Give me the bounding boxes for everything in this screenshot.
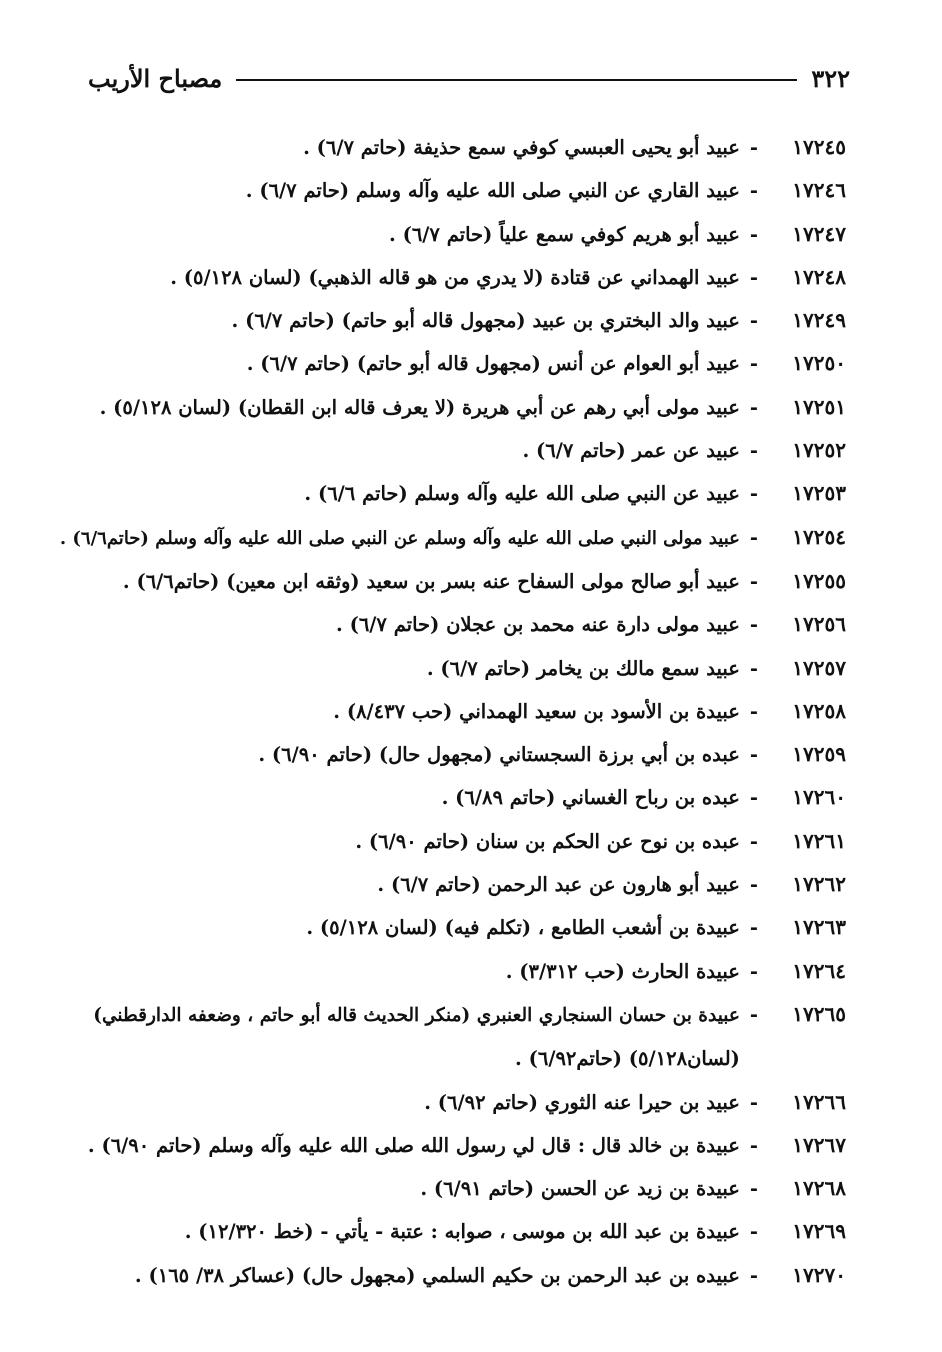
- list-item: ١٧٢٥٧ - عبيد سمع مالك بن يخامر (حاتم ٦/٧) .: [86, 647, 846, 690]
- list-item: ١٧٢٦٣ - عبيدة بن أشعب الطامع ، (تكلم فيه) (لسان ٥/١٢٨) .: [86, 906, 846, 949]
- entry-list: [59, 126, 846, 1297]
- list-item: ١٧٢٥٨ - عبيدة بن الأسود بن سعيد الهمداني (حب ٨/٤٣٧) .: [86, 690, 846, 733]
- entry-number: ١٧٢٦٦: [792, 1089, 846, 1114]
- list-item: ١٧٢٥٦ - عبيد مولى دارة عنه محمد بن عجلان (حاتم ٦/٧) .: [86, 603, 846, 646]
- entry-number: ١٧٢٤٧: [792, 221, 846, 246]
- entry-number: ١٧٢٥٣: [792, 481, 846, 506]
- entry-number: ١٧٢٥٧: [792, 655, 846, 680]
- entry-text: عبيد مولى النبي صلى الله عليه وآله وسلم عن النبي صلى الله عليه وآله وسلم (حاتم٦/٦) .: [59, 527, 740, 549]
- entry-number: ١٧٢٦١: [792, 828, 846, 853]
- list-item: ١٧٢٥٥ - عبيد أبو صالح مولى السفاح عنه بسر بن سعيد (وثقه ابن معين) (حاتم٦/٦) .: [86, 560, 846, 603]
- entry-text: عبده بن نوح عن الحكم بن سنان (حاتم ٦/٩٠) .: [355, 829, 740, 853]
- list-item: ١٧٢٥٩ - عبده بن أبي برزة السجستاني (مجهول حال) (حاتم ٦/٩٠) .: [86, 733, 846, 776]
- entry-text: عبيدة بن أشعب الطامع ، (تكلم فيه) (لسان ٥/١٢٨) .: [306, 916, 740, 940]
- list-item: ١٧٢٦٦ - عبيد بن حيرا عنه الثوري (حاتم ٦/٩٢) .: [86, 1081, 846, 1124]
- entry-continuation: (لسان٥/١٢٨) (حاتم٦/٩٢) .: [515, 1047, 740, 1071]
- entry-text: عبيد مولى دارة عنه محمد بن عجلان (حاتم ٦/٧) .: [336, 613, 740, 637]
- entry-text: عبيد عن النبي صلى الله عليه وآله وسلم (حاتم ٦/٦) .: [304, 482, 740, 506]
- list-item: ١٧٢٤٦ - عبيد القاري عن النبي صلى الله عليه وآله وسلم (حاتم ٦/٧) .: [86, 169, 846, 212]
- entry-text: عبيد أبو صالح مولى السفاح عنه بسر بن سعيد (وثقه ابن معين) (حاتم٦/٦) .: [122, 569, 740, 593]
- list-item: ١٧٢٥٤ - عبيد مولى النبي صلى الله عليه وآله وسلم عن النبي صلى الله عليه وآله وسلم (حاتم٦/٦) .: [86, 516, 846, 560]
- entry-text: عبيد بن حيرا عنه الثوري (حاتم ٦/٩٢) .: [424, 1090, 740, 1114]
- list-item: ١٧٢٧٠ - عبيده بن عبد الرحمن بن حكيم السلمي (مجهول حال) (عساكر ٣٨/ ١٦٥) .: [86, 1254, 846, 1297]
- entry-text: عبيد أبو هريم كوفي سمع علياً (حاتم ٦/٧) .: [389, 222, 740, 246]
- book-title: مصباح الأريب: [88, 63, 223, 93]
- list-item: ١٧٢٤٥ - عبيد أبو يحيى العبسي كوفي سمع حذيفة (حاتم ٦/٧) .: [86, 126, 846, 169]
- entry-number: ١٧٢٥٦: [792, 612, 846, 637]
- entry-number: ١٧٢٦٥: [792, 1001, 846, 1026]
- entry-number: ١٧٢٤٦: [792, 178, 846, 203]
- list-item: ١٧٢٥٢ - عبيد عن عمر (حاتم ٦/٧) .: [86, 429, 846, 472]
- list-item: ١٧٢٥٣ - عبيد عن النبي صلى الله عليه وآله وسلم (حاتم ٦/٦) .: [86, 472, 846, 515]
- entry-text: عبيدة الحارث (حب ٣/٣١٢) .: [505, 959, 740, 983]
- entry-number: ١٧٢٤٥: [792, 135, 846, 159]
- entry-number: ١٧٢٥٤: [792, 524, 846, 549]
- entry-number: ١٧٢٤٩: [792, 308, 846, 333]
- entry-number: ١٧٢٦٩: [792, 1219, 846, 1244]
- entry-number: ١٧٢٦٠: [792, 785, 846, 810]
- entry-text: عبيده بن عبد الرحمن بن حكيم السلمي (مجهول حال) (عساكر ٣٨/ ١٦٥) .: [134, 1263, 740, 1287]
- entry-number: ١٧٢٦٣: [792, 915, 846, 940]
- entry-number: ١٧٢٥٩: [792, 742, 846, 767]
- entry-text: عبيدة بن خالد قال : قال لي رسول الله صلى الله عليه وآله وسلم (حاتم ٦/٩٠) .: [87, 1133, 740, 1157]
- list-item: ١٧٢٥٠ - عبيد أبو العوام عن أنس (مجهول قاله أبو حاتم) (حاتم ٦/٧) .: [86, 342, 846, 385]
- list-item: ١٧٢٦١ - عبده بن نوح عن الحكم بن سنان (حاتم ٦/٩٠) .: [86, 820, 846, 863]
- entry-text: عبيد أبو يحيى العبسي كوفي سمع حذيفة (حاتم ٦/٧) .: [303, 136, 740, 159]
- entry-text: عبيدة بن حسان السنجاري العنبري (منكر الحديث قاله أبو حاتم ، وضعفه الدارقطني): [93, 1004, 740, 1026]
- entry-text: عبيد مولى أبي رهم عن أبي هريرة (لا يعرف قاله ابن القطان) (لسان ٥/١٢٨) .: [99, 395, 740, 419]
- entry-text: عبده بن أبي برزة السجستاني (مجهول حال) (حاتم ٦/٩٠) .: [258, 743, 740, 767]
- list-item: ١٧٢٦٢ - عبيد أبو هارون عن عبد الرحمن (حاتم ٦/٧) .: [86, 863, 846, 906]
- entry-number: ١٧٢٥٥: [792, 568, 846, 593]
- entry-text: عبيد أبو العوام عن أنس (مجهول قاله أبو حاتم) (حاتم ٦/٧) .: [246, 352, 740, 376]
- entry-number: ١٧٢٦٤: [792, 958, 846, 983]
- list-item: ١٧٢٥١ - عبيد مولى أبي رهم عن أبي هريرة (لا يعرف قاله ابن القطان) (لسان ٥/١٢٨) .: [86, 386, 846, 429]
- entry-text: عبيدة بن عبد الله بن موسى ، صوابه : عتبة - يأتي - (خط ١٢/٣٢٠) .: [184, 1220, 740, 1244]
- page-number: ٣٢٢: [811, 63, 850, 93]
- entry-text: عبيدة بن الأسود بن سعيد الهمداني (حب ٨/٤٣٧) .: [333, 699, 740, 723]
- entry-number: ١٧٢٥٠: [792, 351, 846, 376]
- list-item: ١٧٢٤٩ - عبيد والد البختري بن عبيد (مجهول قاله أبو حاتم) (حاتم ٦/٧) .: [86, 299, 846, 342]
- entry-number: ١٧٢٦٧: [792, 1132, 846, 1157]
- list-item: ١٧٢٦٧ - عبيدة بن خالد قال : قال لي رسول الله صلى الله عليه وآله وسلم (حاتم ٦/٩٠) .: [86, 1124, 846, 1167]
- header-rule: [236, 79, 797, 81]
- entry-text: عبيد أبو هارون عن عبد الرحمن (حاتم ٦/٧) .: [377, 873, 740, 897]
- entry-number: ١٧٢٦٢: [792, 872, 846, 897]
- page-header: [88, 58, 850, 98]
- list-item: ١٧٢٦٠ - عبده بن رباح الغساني (حاتم ٦/٨٩) .: [86, 776, 846, 819]
- list-item: ١٧٢٤٨ - عبيد الهمداني عن قتادة (لا يدري من هو قاله الذهبي) (لسان ٥/١٢٨) .: [86, 256, 846, 299]
- entry-text: عبيدة بن زيد عن الحسن (حاتم ٦/٩١) .: [420, 1177, 740, 1201]
- entry-text: عبيد والد البختري بن عبيد (مجهول قاله أبو حاتم) (حاتم ٦/٧) .: [231, 309, 740, 333]
- list-item: ١٧٢٤٧ - عبيد أبو هريم كوفي سمع علياً (حاتم ٦/٧) .: [86, 213, 846, 256]
- entry-text: عبيد سمع مالك بن يخامر (حاتم ٦/٧) .: [426, 656, 740, 680]
- entry-number: ١٧٢٥١: [792, 394, 846, 419]
- entry-number: ١٧٢٥٨: [792, 698, 846, 723]
- entry-body: [86, 993, 740, 1081]
- list-item: ١٧٢٦٤ - عبيدة الحارث (حب ٣/٣١٢) .: [86, 950, 846, 993]
- entry-number: ١٧٢٤٨: [792, 264, 846, 289]
- list-item: ١٧٢٦٨ - عبيدة بن زيد عن الحسن (حاتم ٦/٩١) .: [86, 1167, 846, 1210]
- entry-text: عبيد القاري عن النبي صلى الله عليه وآله وسلم (حاتم ٦/٧) .: [245, 179, 740, 203]
- entry-number: ١٧٢٦٨: [792, 1176, 846, 1201]
- entry-number: ١٧٢٧٠: [792, 1262, 846, 1287]
- list-item: ١٧٢٦٩ - عبيدة بن عبد الله بن موسى ، صوابه : عتبة - يأتي - (خط ١٢/٣٢٠) .: [86, 1210, 846, 1253]
- list-item: ١٧٢٦٥ - عبيدة بن حسان السنجاري العنبري (منكر الحديث قاله أبو حاتم ، وضعفه الدارقطني) (لسان٥/١٢٨) (حاتم٦/٩٢) .: [86, 993, 846, 1081]
- entry-text: عبيد عن عمر (حاتم ٦/٧) .: [522, 439, 740, 463]
- entry-number: ١٧٢٥٢: [792, 438, 846, 463]
- entry-text: عبيد الهمداني عن قتادة (لا يدري من هو قاله الذهبي) (لسان ٥/١٢٨) .: [170, 265, 740, 289]
- entry-text: عبده بن رباح الغساني (حاتم ٦/٨٩) .: [441, 786, 740, 810]
